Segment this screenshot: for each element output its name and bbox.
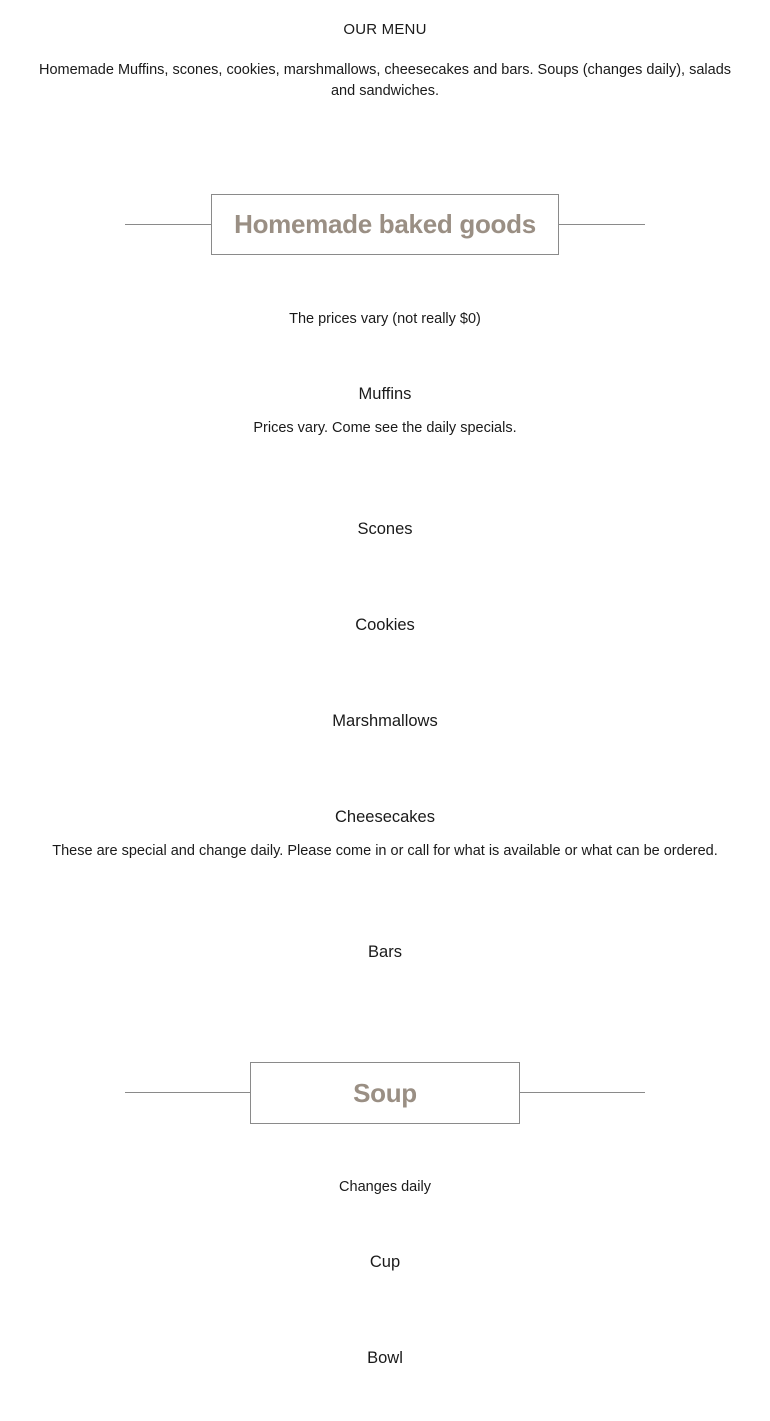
- menu-item-description: These are special and change daily. Please come in or call for what is available or what can be ordered.: [52, 843, 718, 859]
- section-title: Soup: [250, 1062, 520, 1124]
- section-title: Homemade baked goods: [211, 194, 559, 255]
- menu-item-bars: Bars: [368, 943, 402, 961]
- menu-item-bowl: Bowl: [367, 1349, 403, 1367]
- section-header-baked-goods: [125, 194, 645, 256]
- menu-item-cookies: Cookies: [355, 616, 415, 634]
- menu-item-marshmallows: Marshmallows: [332, 712, 438, 730]
- menu-item-scones: Scones: [357, 520, 413, 538]
- section-note: Changes daily: [339, 1179, 431, 1195]
- menu-heading: OUR MENU: [343, 21, 427, 38]
- menu-intro: Homemade Muffins, scones, cookies, marshmallows, cheesecakes and bars. Soups (changes daily), salads and sandwiches.: [38, 62, 732, 99]
- menu-item-cheesecakes: Cheesecakes: [335, 808, 435, 826]
- menu-item-muffins: Muffins: [358, 385, 412, 403]
- menu-item-description: Prices vary. Come see the daily specials.: [253, 420, 517, 436]
- menu-item-cup: Cup: [369, 1253, 401, 1271]
- section-note: The prices vary (not really $0): [289, 311, 481, 327]
- section-header-soup: [125, 1062, 645, 1124]
